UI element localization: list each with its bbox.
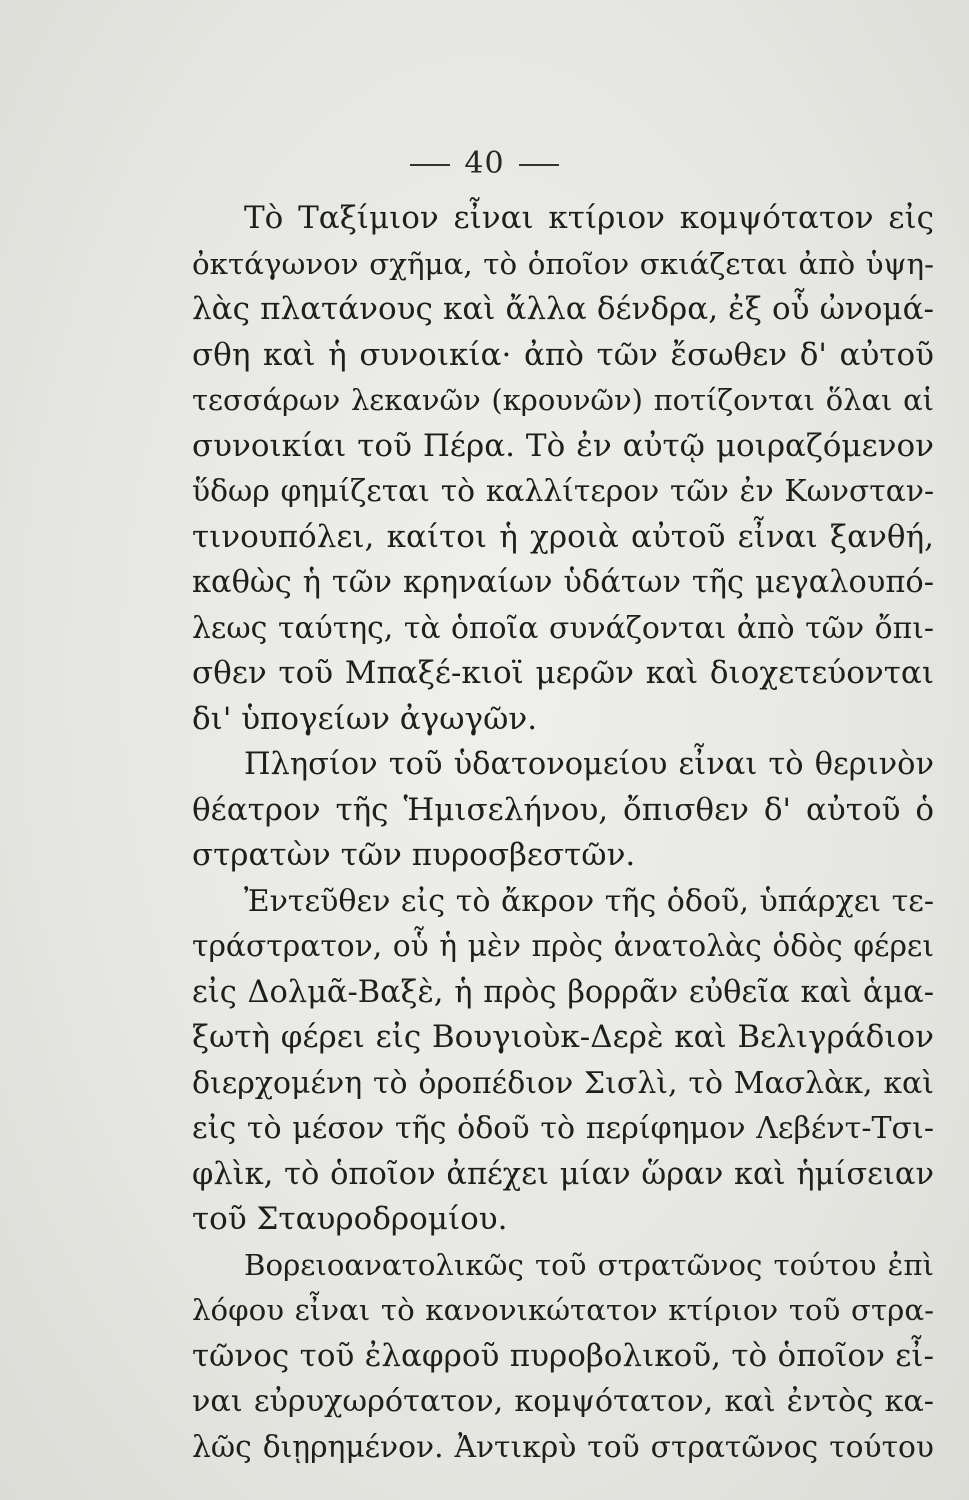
text-line: σθη καὶ ἡ συνοικία· ἀπὸ τῶν ἔσωθεν δ' αὐτοῦ [192, 336, 934, 373]
text-line: λῶς διῃρημένον. Ἀντικρὺ τοῦ στρατῶνος τούτου [192, 1429, 934, 1465]
text-line: Τὸ Ταξίμιον εἶναι κτίριον κομψότατον εἰς [244, 200, 934, 236]
text-line: ξωτὴ φέρει εἰς Βουγιοὺκ-Δερὲ καὶ Βελιγράδιον [192, 1019, 934, 1055]
text-line: εἰς Δολμᾶ-Βαξὲ, ἡ πρὸς βορρᾶν εὐθεῖα καὶ ἁμα- [192, 974, 934, 1010]
text-line: λὰς πλατάνους καὶ ἄλλα δένδρα, ἐξ οὗ ὠνομά- [192, 291, 934, 327]
text-line: καθὼς ἡ τῶν κρηναίων ὑδάτων τῆς μεγαλουπό- [192, 565, 934, 600]
text-line: σθεν τοῦ Μπαξέ-κιοϊ μερῶν καὶ διοχετεύονται [192, 655, 934, 691]
text-line: φλὶκ, τὸ ὁποῖον ἀπέχει μίαν ὥραν καὶ ἡμίσειαν [192, 1156, 934, 1192]
text-line: ὀκτάγωνον σχῆμα, τὸ ὁποῖον σκιάζεται ἀπὸ ὑψη- [192, 246, 934, 281]
text-line: ναι εὐρυχωρότατον, κομψότατον, καὶ ἐντὸς κα- [192, 1384, 934, 1419]
text-line: τράστρατον, οὗ ἡ μὲν πρὸς ἀνατολὰς ὁδὸς φέρει [192, 929, 934, 964]
text-line: δι' ὑπογείων ἀγωγῶν. [192, 700, 538, 737]
text-line: ὕδωρ φημίζεται τὸ καλλίτερον τῶν ἐν Κωνσταν- [192, 474, 934, 509]
text-line: συνοικίαι τοῦ Πέρα. Τὸ ἐν αὐτῷ μοιραζόμενον [192, 427, 934, 464]
header-dash-right [519, 164, 559, 166]
text-line: τῶνος τοῦ ἐλαφροῦ πυροβολικοῦ, τὸ ὁποῖον εἶ- [192, 1337, 934, 1374]
text-line: τινουπόλει, καίτοι ἡ χροιὰ αὐτοῦ εἶναι ξανθή, [192, 518, 934, 555]
page-number: 40 [464, 146, 505, 181]
text-line: λεως ταύτης, τὰ ὁποῖα συνάζονται ἀπὸ τῶν ὄπι- [192, 610, 934, 646]
text-line: διερχομένη τὸ ὀροπέδιον Σισλὶ, τὸ Μασλὰκ, καὶ [192, 1065, 934, 1101]
text-line: Πλησίον τοῦ ὑδατονομείου εἶναι τὸ θερινὸν [244, 747, 934, 782]
text-line: θέατρον τῆς Ἡμισελήνου, ὄπισθεν δ' αὐτοῦ ὁ [192, 791, 934, 828]
body-text [192, 196, 934, 1470]
text-line: Ἐντεῦθεν εἰς τὸ ἄκρον τῆς ὁδοῦ, ὑπάρχει τε- [244, 883, 934, 919]
text-line: λόφου εἶναι τὸ κανονικώτατον κτίριον τοῦ στρα- [192, 1293, 934, 1327]
header-dash-left [410, 164, 450, 166]
text-line: στρατὼν τῶν πυροσβεστῶν. [192, 837, 636, 873]
text-line: τοῦ Σταυροδρομίου. [192, 1201, 508, 1237]
text-line: εἰς τὸ μέσον τῆς ὁδοῦ τὸ περίφημον Λεβέντ-Τσι- [192, 1111, 934, 1146]
text-line: τεσσάρων λεκανῶν (κρουνῶν) ποτίζονται ὅλαι αἱ [192, 383, 934, 417]
text-line: Βορειοανατολικῶς τοῦ στρατῶνος τούτου ἐπὶ [244, 1247, 934, 1282]
page-header [0, 146, 969, 181]
